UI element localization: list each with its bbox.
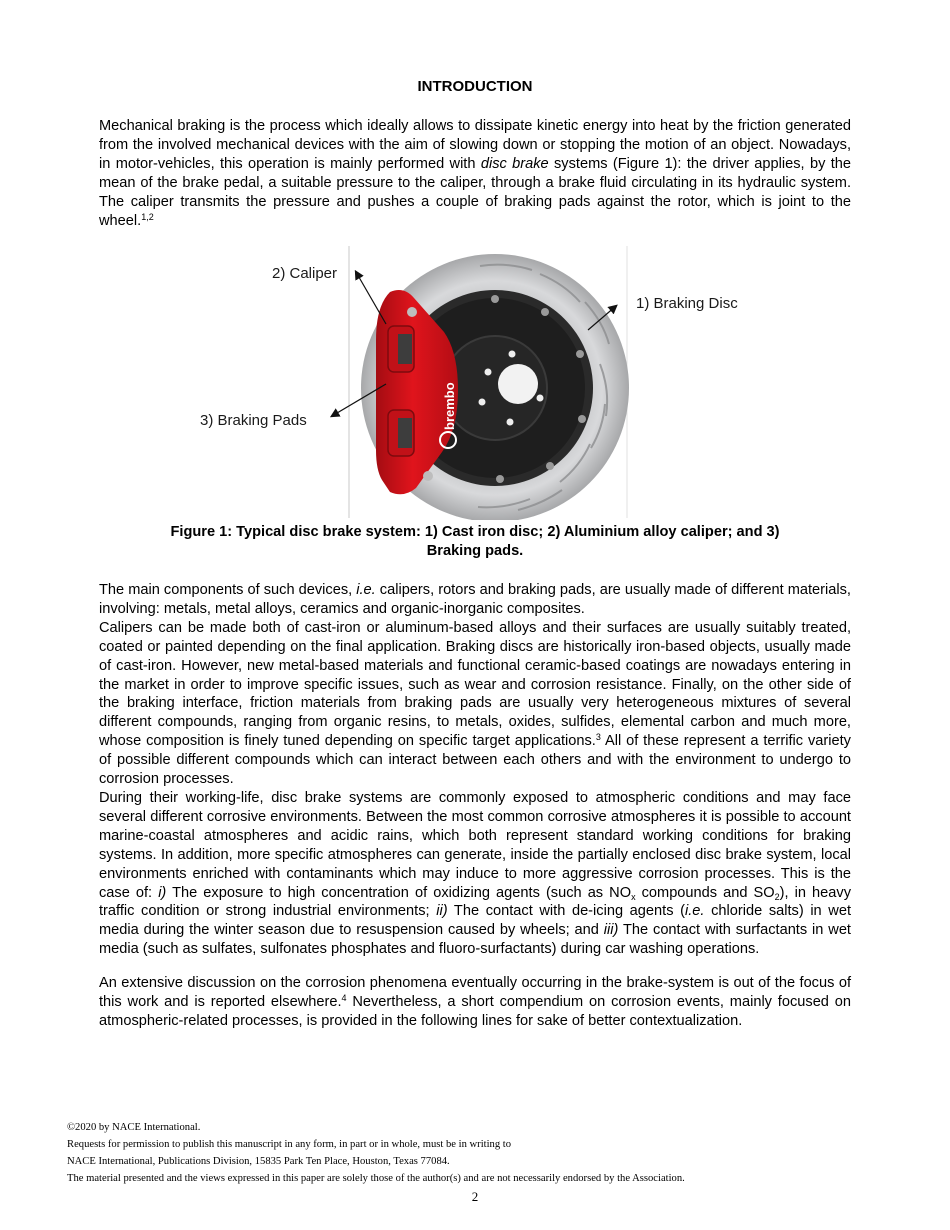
text-run: systems (Figure 1): the driver applies, by the mean of the brake pedal, a suitable pressure to the caliper, through a brake fluid circulating in its hydraulic system. The caliper transmits the pressure and pushes a couple of braking pads against the rotor, which is joint to the wheel. [99,155,851,229]
text-run: All of these represent a terrific variety of possible different compounds which can interact between each others and with the environment to undergo to corrosion processes. [99,733,851,788]
reference-superscript: 4 [341,993,347,1004]
copyright-footer [67,1119,685,1187]
paragraph-discussion [99,974,851,1031]
label-braking-disc: 1) Braking Disc [636,295,738,312]
figure-1 [190,244,760,520]
emphasis-text: ii) [436,903,448,920]
footer-line: ©2020 by NACE International. [67,1122,201,1133]
text-run: The contact with de-icing agents ( [447,903,685,920]
page-number: 2 [471,1189,479,1204]
text-run: calipers, rotors and braking pads, are usually made of different materials, involving: metals, metal alloys, ceramics and organic-inorganic composites. [99,582,851,617]
text-run: An extensive discussion on the corrosion phenomena eventually occurring in the brake-system is out of the focus of this work and is reported elsewhere. [99,975,851,1011]
intro-paragraph [99,117,851,230]
label-braking-pads: 3) Braking Pads [200,412,307,429]
disc-brake-illustration [190,244,760,520]
arrow-caliper [356,272,386,324]
caption-line: Figure 1: Typical disc brake system: 1) Cast iron disc; 2) Aluminium alloy caliper; and 3) [170,524,780,540]
emphasis-text: disc brake [480,155,549,172]
emphasis-text: iii) [603,922,619,939]
reference-superscript: 1,2 [141,211,154,222]
caption-line: Braking pads. [426,543,524,559]
text-run: The main components of such devices, [99,582,357,598]
text-run: The contact with surfactants in wet media (such as sulfates, sulfonates phosphates and fluoro-surfactants) during car washing operations. [99,922,851,958]
main-text [99,581,851,1031]
reference-superscript: 3 [595,732,601,743]
subscript: x [631,891,636,902]
footer-line: NACE International, Publications Division, 15835 Park Ten Place, Houston, Texas 77084. [67,1156,450,1167]
emphasis-text: i) [158,884,167,901]
paragraph-components [99,581,851,619]
text-run: During their working-life, disc brake systems are commonly exposed to atmospheric conditions and may face several different corrosive environments. Between the most common corrosive atmospheres it is possible to account marine-coastal atmospheres and acidic rains, which both represent standard working conditions for braking systems. In addition, more specific atmospheres can generate, inside the partially enclosed disc brake system, local environments enriched with contaminants which may induce to more aggressive corrosion processes. This is the case of: [99,789,851,901]
figure-caption [120,523,830,561]
emphasis-text: i.e. [356,582,376,598]
text-run: The exposure to high concentration of oxidizing agents (such as NO [166,884,632,901]
paragraph-environments [99,789,851,959]
text-run: ), in heavy traffic condition or strong industrial environments; [99,884,851,920]
section-heading: INTRODUCTION [417,78,533,95]
label-caliper: 2) Caliper [272,265,338,282]
subscript: 2 [774,891,780,902]
brand-logo: brembo [442,382,457,430]
text-run: compounds and SO [635,884,775,901]
footer-line: The material presented and the views expressed in this paper are solely those of the author(s) and are not necessarily endorsed by the Association. [67,1173,685,1184]
paragraph-materials [99,619,851,789]
footer-line: Requests for permission to publish this manuscript in any form, in part or in whole, must be in writing to [67,1139,512,1150]
text-run: Nevertheless, a short compendium on corrosion events, mainly focused on atmospheric-related processes, is provided in the following lines for sake of better contextualization. [99,994,851,1029]
text-run: Calipers can be made both of cast-iron or aluminum-based alloys and their surfaces are usually suitably treated, coated or painted depending on the final application. Braking discs are historically iron-based objects, usually made of cast-iron. However, new metal-based materials and functional ceramic-based coatings are nowadays entering in the market in order to improve specific issues, such as wear and corrosion resistance. Finally, on the other side of the braking interface, friction materials from braking pads are usually very heterogeneous mixtures of several different compounds, ranging from organic resins, to metals, oxides, sulfides, elemental carbon and much more, whose composition is finely tuned depending on specific target applications. [99,619,851,750]
text-run: chloride salts) in wet media during the winter season due to resuspension caused by wheels; and [99,903,852,939]
emphasis-text: i.e. [685,903,705,920]
text-run: Mechanical braking is the process which ideally allows to dissipate kinetic energy into heat by the friction generated from the involved mechanical devices with the aim of slowing down or stopping the motion of an object. Nowadays, in motor-vehicles, this operation is mainly performed with [99,118,851,172]
